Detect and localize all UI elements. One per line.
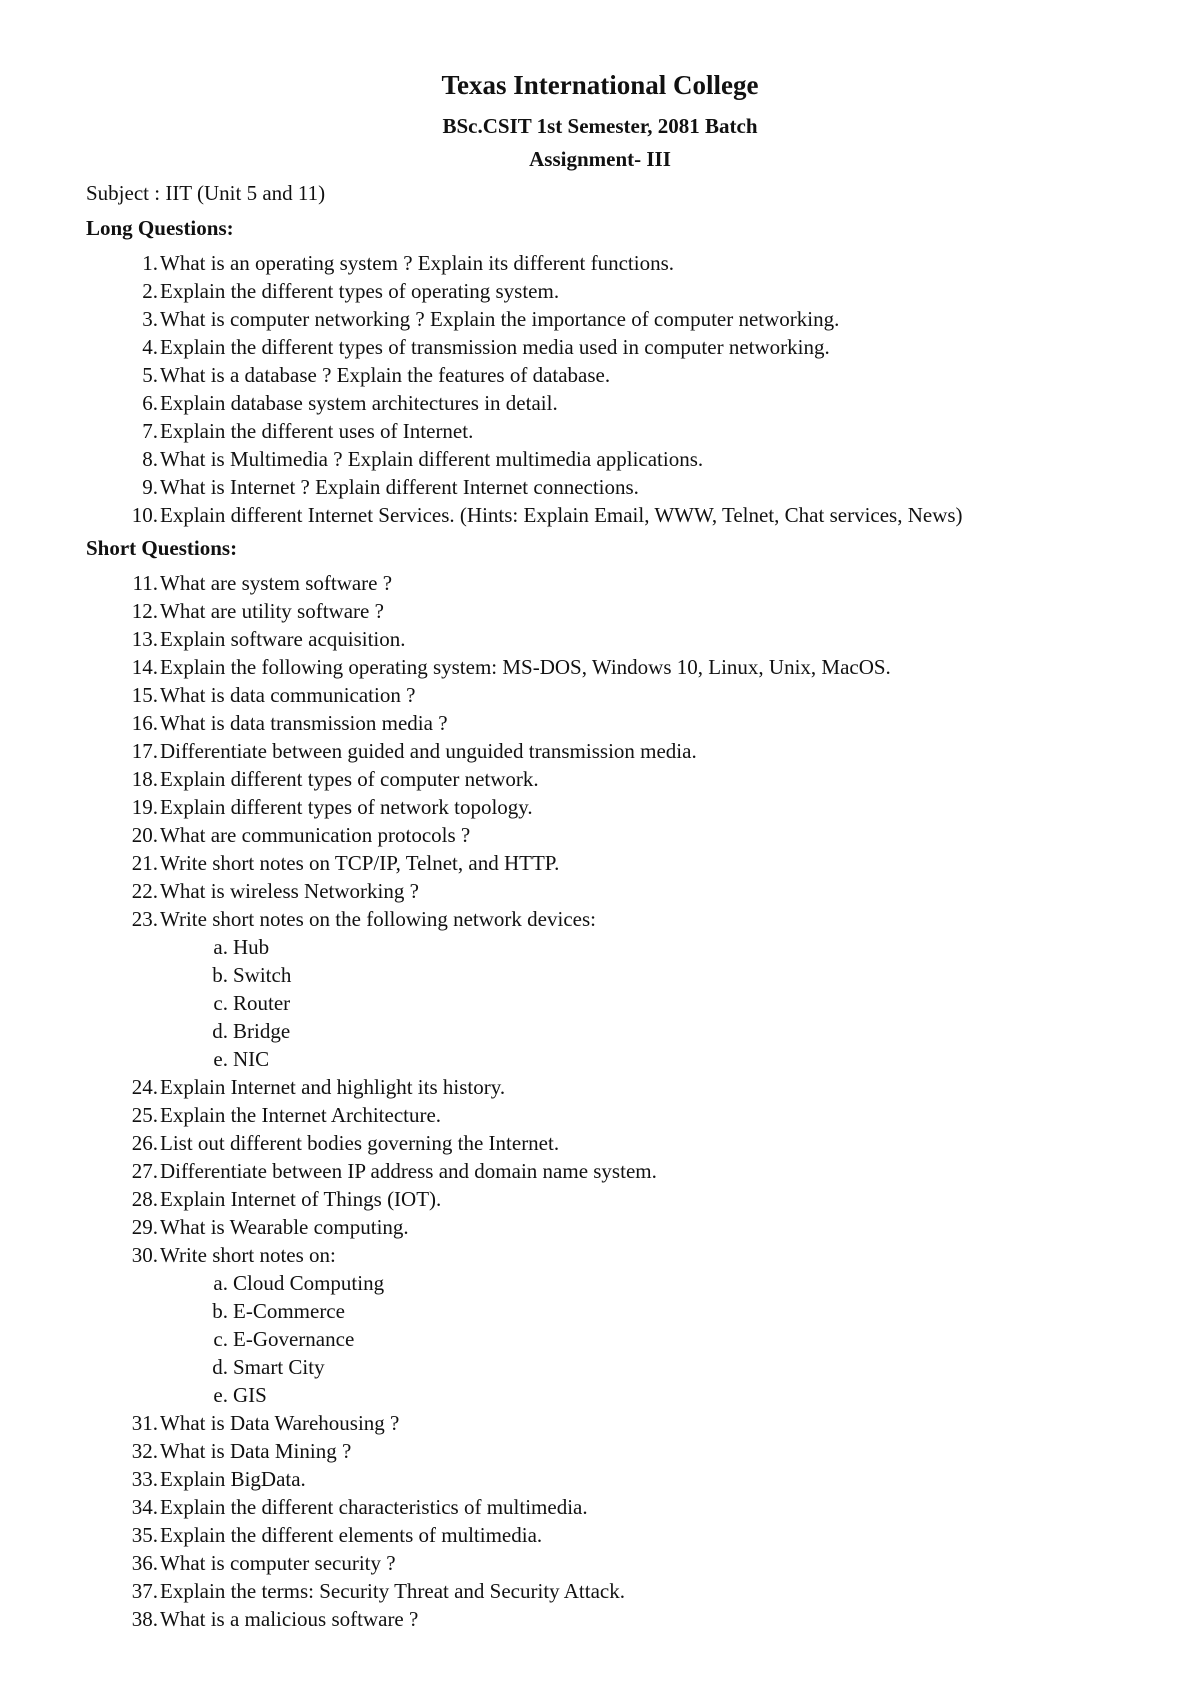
question-text: Differentiate between IP address and domain name system. xyxy=(160,1159,657,1183)
question-item xyxy=(0,249,1200,277)
question-item xyxy=(0,277,1200,305)
question-text: What is computer security ? xyxy=(160,1551,396,1575)
question-number: 5. xyxy=(142,363,158,387)
question-item xyxy=(0,501,1200,529)
question-number: 22. xyxy=(131,879,158,903)
question-number: 3. xyxy=(142,307,158,331)
question-item xyxy=(0,765,1200,793)
question-text: What are communication protocols ? xyxy=(160,823,471,847)
question-item xyxy=(0,1157,1200,1185)
question-number: 6. xyxy=(142,391,158,415)
sub-question-item xyxy=(0,1325,1200,1353)
sub-question-letter: c. xyxy=(213,991,228,1015)
question-text: What are utility software ? xyxy=(160,599,384,623)
question-number: 26. xyxy=(131,1131,158,1155)
question-item xyxy=(0,1213,1200,1241)
question-text: What is data communication ? xyxy=(160,683,416,707)
question-number: 28. xyxy=(131,1187,158,1211)
sub-question-letter: b. xyxy=(212,963,228,987)
question-item xyxy=(0,1493,1200,1521)
sub-question-letter: e. xyxy=(213,1047,228,1071)
question-item xyxy=(0,653,1200,681)
question-text: Write short notes on TCP/IP, Telnet, and HTTP. xyxy=(160,851,560,875)
question-number: 38. xyxy=(131,1607,158,1631)
question-text: List out different bodies governing the Internet. xyxy=(160,1131,560,1155)
question-text: What is Data Warehousing ? xyxy=(160,1411,400,1435)
sub-question-item xyxy=(0,1297,1200,1325)
sub-question-item xyxy=(0,989,1200,1017)
sub-question-item xyxy=(0,1045,1200,1073)
question-text: What are system software ? xyxy=(160,571,393,595)
sub-question-item xyxy=(0,1269,1200,1297)
question-text: Explain software acquisition. xyxy=(160,627,406,651)
question-text: What is computer networking ? Explain the importance of computer networking. xyxy=(160,307,840,331)
question-number: 21. xyxy=(131,851,158,875)
question-text: Explain the Internet Architecture. xyxy=(160,1103,442,1127)
question-number: 11. xyxy=(132,571,158,595)
question-number: 25. xyxy=(131,1103,158,1127)
question-item xyxy=(0,1465,1200,1493)
question-text: Explain the different elements of multimedia. xyxy=(160,1523,543,1547)
question-number: 17. xyxy=(131,739,158,763)
question-number: 36. xyxy=(131,1551,158,1575)
question-number: 37. xyxy=(131,1579,158,1603)
question-number: 8. xyxy=(142,447,158,471)
question-item xyxy=(0,1577,1200,1605)
batch-title: BSc.CSIT 1st Semester, 2081 Batch xyxy=(442,114,758,138)
question-item xyxy=(0,1605,1200,1633)
question-item xyxy=(0,905,1200,933)
question-number: 32. xyxy=(131,1439,158,1463)
short-questions-heading: Short Questions: xyxy=(86,536,238,560)
question-text: What is data transmission media ? xyxy=(160,711,448,735)
question-text: Explain database system architectures in detail. xyxy=(160,391,558,415)
question-text: Explain the different types of transmission media used in computer networking. xyxy=(160,335,830,359)
sub-question-item xyxy=(0,1381,1200,1409)
question-text: What is Internet ? Explain different Internet connections. xyxy=(160,475,639,499)
assignment-title: Assignment- III xyxy=(529,147,671,171)
question-item xyxy=(0,305,1200,333)
question-number: 12. xyxy=(131,599,158,623)
sub-question-text: Bridge xyxy=(233,1019,291,1043)
sub-question-text: Cloud Computing xyxy=(233,1271,385,1295)
question-text: Write short notes on: xyxy=(160,1243,336,1267)
question-number: 14. xyxy=(131,655,158,679)
question-item xyxy=(0,877,1200,905)
question-text: What is Multimedia ? Explain different multimedia applications. xyxy=(160,447,704,471)
question-text: What is a database ? Explain the features of database. xyxy=(160,363,611,387)
sub-question-letter: d. xyxy=(212,1019,228,1043)
sub-question-text: Switch xyxy=(233,963,292,987)
question-number: 19. xyxy=(131,795,158,819)
question-item xyxy=(0,793,1200,821)
question-text: Explain the terms: Security Threat and Security Attack. xyxy=(160,1579,625,1603)
question-text: Write short notes on the following network devices: xyxy=(160,907,596,931)
question-item xyxy=(0,1073,1200,1101)
question-item xyxy=(0,709,1200,737)
sub-question-letter: c. xyxy=(213,1327,228,1351)
sub-question-text: Router xyxy=(233,991,291,1015)
question-item xyxy=(0,1129,1200,1157)
question-item xyxy=(0,1101,1200,1129)
question-number: 7. xyxy=(142,419,158,443)
sub-question-item xyxy=(0,1353,1200,1381)
question-item xyxy=(0,849,1200,877)
sub-question-text: E-Commerce xyxy=(233,1299,345,1323)
question-text: Explain Internet and highlight its history. xyxy=(160,1075,506,1099)
question-item xyxy=(0,597,1200,625)
sub-question-text: NIC xyxy=(233,1047,270,1071)
question-item xyxy=(0,417,1200,445)
question-number: 10. xyxy=(131,503,158,527)
question-number: 29. xyxy=(131,1215,158,1239)
sub-question-letter: a. xyxy=(213,935,228,959)
sub-question-letter: b. xyxy=(212,1299,228,1323)
question-item xyxy=(0,821,1200,849)
question-number: 30. xyxy=(131,1243,158,1267)
question-text: Explain Internet of Things (IOT). xyxy=(160,1187,442,1211)
question-text: Explain the different types of operating system. xyxy=(160,279,560,303)
sub-question-letter: e. xyxy=(213,1383,228,1407)
sub-question-text: E-Governance xyxy=(233,1327,355,1351)
question-number: 35. xyxy=(131,1523,158,1547)
college-title: Texas International College xyxy=(441,70,759,100)
question-text: What is a malicious software ? xyxy=(160,1607,419,1631)
question-item xyxy=(0,1185,1200,1213)
subject-line: Subject : IIT (Unit 5 and 11) xyxy=(86,181,326,205)
sub-question-text: Hub xyxy=(233,935,270,959)
question-text: Explain different types of computer network. xyxy=(160,767,539,791)
question-text: What is Data Mining ? xyxy=(160,1439,352,1463)
question-item xyxy=(0,1241,1200,1269)
sub-question-item xyxy=(0,961,1200,989)
question-number: 15. xyxy=(131,683,158,707)
question-number: 33. xyxy=(131,1467,158,1491)
question-number: 4. xyxy=(142,335,158,359)
question-number: 1. xyxy=(142,251,158,275)
question-number: 24. xyxy=(131,1075,158,1099)
question-number: 13. xyxy=(131,627,158,651)
sub-question-text: GIS xyxy=(233,1383,267,1407)
question-item xyxy=(0,1549,1200,1577)
question-text: What is wireless Networking ? xyxy=(160,879,419,903)
question-item xyxy=(0,333,1200,361)
question-item xyxy=(0,625,1200,653)
question-text: Explain the different uses of Internet. xyxy=(160,419,474,443)
question-number: 20. xyxy=(131,823,158,847)
question-number: 2. xyxy=(142,279,158,303)
question-item xyxy=(0,1521,1200,1549)
sub-question-letter: a. xyxy=(213,1271,228,1295)
short-questions-list xyxy=(0,569,1200,1633)
question-number: 27. xyxy=(131,1159,158,1183)
question-number: 18. xyxy=(131,767,158,791)
question-text: Explain the following operating system: MS-DOS, Windows 10, Linux, Unix, MacOS. xyxy=(160,655,891,679)
long-questions-list xyxy=(0,249,1200,529)
sub-question-item xyxy=(0,1017,1200,1045)
question-number: 23. xyxy=(131,907,158,931)
question-text: What is Wearable computing. xyxy=(160,1215,409,1239)
question-item xyxy=(0,361,1200,389)
question-item xyxy=(0,473,1200,501)
question-number: 16. xyxy=(131,711,158,735)
question-text: Explain different Internet Services. (Hints: Explain Email, WWW, Telnet, Chat services, News) xyxy=(160,503,963,527)
question-item xyxy=(0,569,1200,597)
sub-question-item xyxy=(0,933,1200,961)
question-text: Explain the different characteristics of multimedia. xyxy=(160,1495,588,1519)
question-text: Differentiate between guided and unguided transmission media. xyxy=(160,739,697,763)
long-questions-heading: Long Questions: xyxy=(86,216,234,240)
question-item xyxy=(0,737,1200,765)
question-item xyxy=(0,1437,1200,1465)
question-item xyxy=(0,1409,1200,1437)
question-text: What is an operating system ? Explain its different functions. xyxy=(160,251,674,275)
question-text: Explain BigData. xyxy=(160,1467,306,1491)
question-item xyxy=(0,389,1200,417)
question-number: 34. xyxy=(131,1495,158,1519)
sub-question-text: Smart City xyxy=(233,1355,325,1379)
question-number: 9. xyxy=(142,475,158,499)
sub-question-letter: d. xyxy=(212,1355,228,1379)
question-item xyxy=(0,445,1200,473)
question-number: 31. xyxy=(131,1411,158,1435)
question-text: Explain different types of network topology. xyxy=(160,795,533,819)
question-item xyxy=(0,681,1200,709)
